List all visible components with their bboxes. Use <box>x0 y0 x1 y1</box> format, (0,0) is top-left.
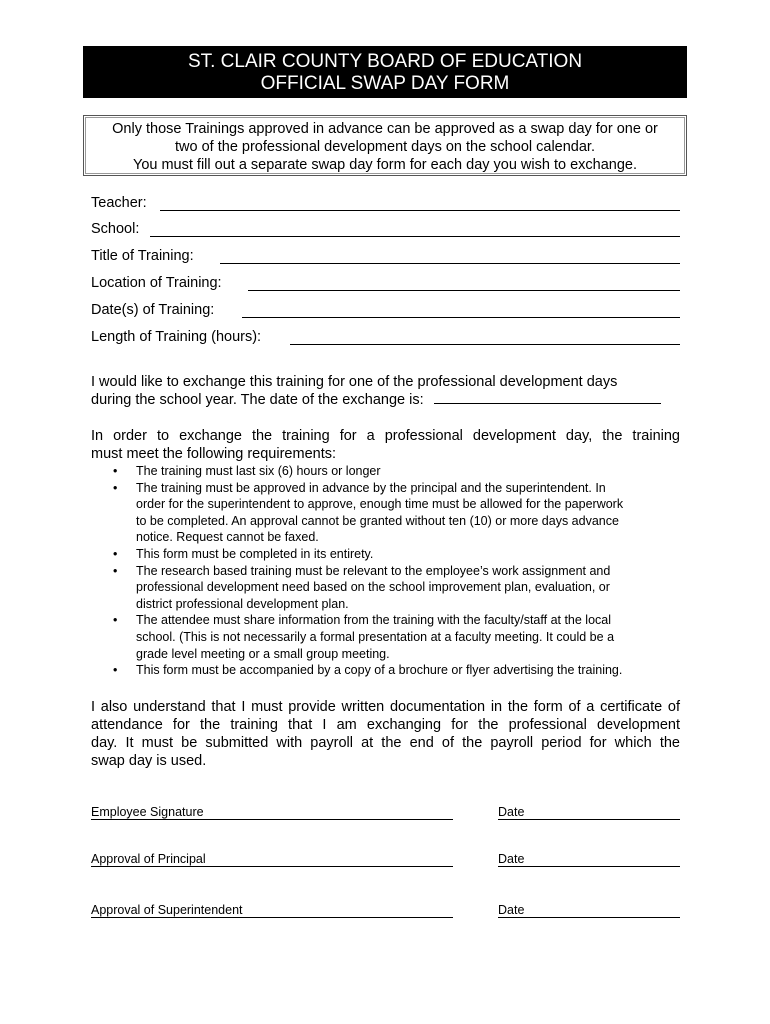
bullet: • <box>113 464 118 478</box>
requirements-list <box>91 463 691 679</box>
requirement-item <box>91 563 691 613</box>
documentation-line-1: I also understand that I must provide written documentation in the form of a certificate of <box>91 699 680 715</box>
bullet: • <box>113 480 118 495</box>
training-title-field <box>91 248 680 268</box>
requirement-item <box>91 480 691 546</box>
requirement-line: This form must be accompanied by a copy of a brochure or flyer advertising the training. <box>136 663 623 678</box>
training-dates-field <box>91 302 680 322</box>
training-length-input-line[interactable] <box>290 344 680 345</box>
training-location-label: Location of Training: <box>91 275 222 291</box>
training-location-field <box>91 275 680 295</box>
employee-signature-label: Employee Signature <box>91 805 204 819</box>
requirement-line: professional development need based on the school improvement plan, evaluation, or <box>136 580 610 595</box>
form-title-banner <box>83 46 687 98</box>
training-dates-label: Date(s) of Training: <box>91 302 215 318</box>
requirement-item <box>91 612 691 662</box>
superintendent-approval-label: Approval of Superintendent <box>91 903 243 917</box>
principal-date-label: Date <box>498 852 525 866</box>
superintendent-date-line[interactable] <box>498 917 680 918</box>
employee-signature-line[interactable] <box>91 819 453 820</box>
teacher-field <box>91 195 680 215</box>
documentation-line-2: attendance for the training that I am exchanging for the professional development <box>91 717 680 733</box>
requirements-intro-line-1: In order to exchange the training for a professional development day, the training <box>91 428 680 444</box>
teacher-label: Teacher: <box>91 195 147 211</box>
requirement-item <box>91 546 691 563</box>
training-length-label: Length of Training (hours): <box>91 329 262 345</box>
documentation-paragraph <box>91 698 680 770</box>
requirement-item <box>91 463 691 480</box>
notice-line-1: Only those Trainings approved in advance can be approved as a swap day for one or <box>112 121 658 137</box>
exchange-line-2 <box>91 391 680 409</box>
exchange-date-input-line[interactable] <box>434 391 661 404</box>
principal-approval-label: Approval of Principal <box>91 852 206 866</box>
requirement-line: The attendee must share information from the training with the faculty/staff at the local <box>136 613 612 628</box>
requirement-line: The training must be approved in advance by the principal and the superintendent. In <box>136 480 606 495</box>
bullet: • <box>113 663 118 678</box>
employee-date-label: Date <box>498 805 525 819</box>
school-input-line[interactable] <box>150 236 680 237</box>
documentation-line-3: day. It must be submitted with payroll at the end of the payroll period for which the <box>91 735 680 751</box>
employee-date-line[interactable] <box>498 819 680 820</box>
teacher-input-line[interactable] <box>160 210 680 211</box>
notice-box <box>83 115 687 176</box>
principal-date-line[interactable] <box>498 866 680 867</box>
requirement-line: to be completed. An approval cannot be granted without ten (10) or more days advance <box>136 513 619 528</box>
requirement-line: district professional development plan. <box>136 596 349 611</box>
requirements-intro <box>91 427 680 463</box>
training-title-input-line[interactable] <box>220 263 680 264</box>
requirement-line: The training must last six (6) hours or longer <box>136 464 381 478</box>
requirement-line: notice. Request cannot be faxed. <box>136 530 319 545</box>
training-length-field <box>91 329 680 349</box>
notice-line-3: You must fill out a separate swap day form for each day you wish to exchange. <box>132 157 638 173</box>
requirement-line: school. (This is not necessarily a formal presentation at a faculty meeting. It could be a <box>136 629 615 644</box>
bullet: • <box>113 613 118 628</box>
form-title-line-2: OFFICIAL SWAP DAY FORM <box>260 73 510 94</box>
training-title-label: Title of Training: <box>91 248 194 264</box>
exchange-line-1: I would like to exchange this training for one of the professional development days <box>91 374 618 390</box>
requirements-intro-line-2: must meet the following requirements: <box>91 446 336 462</box>
exchange-line-2-text: during the school year. The date of the exchange is: <box>91 392 424 408</box>
requirement-item <box>91 662 691 679</box>
school-label: School: <box>91 221 140 237</box>
notice-line-2: two of the professional development days on the school calendar. <box>175 139 595 155</box>
documentation-line-4: swap day is used. <box>91 753 207 769</box>
school-field <box>91 221 680 241</box>
superintendent-date-label: Date <box>498 903 525 917</box>
exchange-paragraph <box>91 373 680 409</box>
bullet: • <box>113 546 118 561</box>
requirement-line: This form must be completed in its entirety. <box>136 546 374 561</box>
employee-signature-row <box>91 805 680 823</box>
bullet: • <box>113 563 118 578</box>
superintendent-approval-row <box>91 903 680 921</box>
requirement-line: grade level meeting or a small group meeting. <box>136 646 390 661</box>
superintendent-signature-line[interactable] <box>91 917 453 918</box>
training-dates-input-line[interactable] <box>242 317 680 318</box>
principal-approval-row <box>91 852 680 870</box>
form-title-line-1: ST. CLAIR COUNTY BOARD OF EDUCATION <box>187 51 583 72</box>
principal-signature-line[interactable] <box>91 866 453 867</box>
requirement-line: order for the superintendent to approve, enough time must be allowed for the paperwork <box>136 497 624 512</box>
training-location-input-line[interactable] <box>248 290 680 291</box>
requirement-line: The research based training must be relevant to the employee’s work assignment and <box>136 563 611 578</box>
